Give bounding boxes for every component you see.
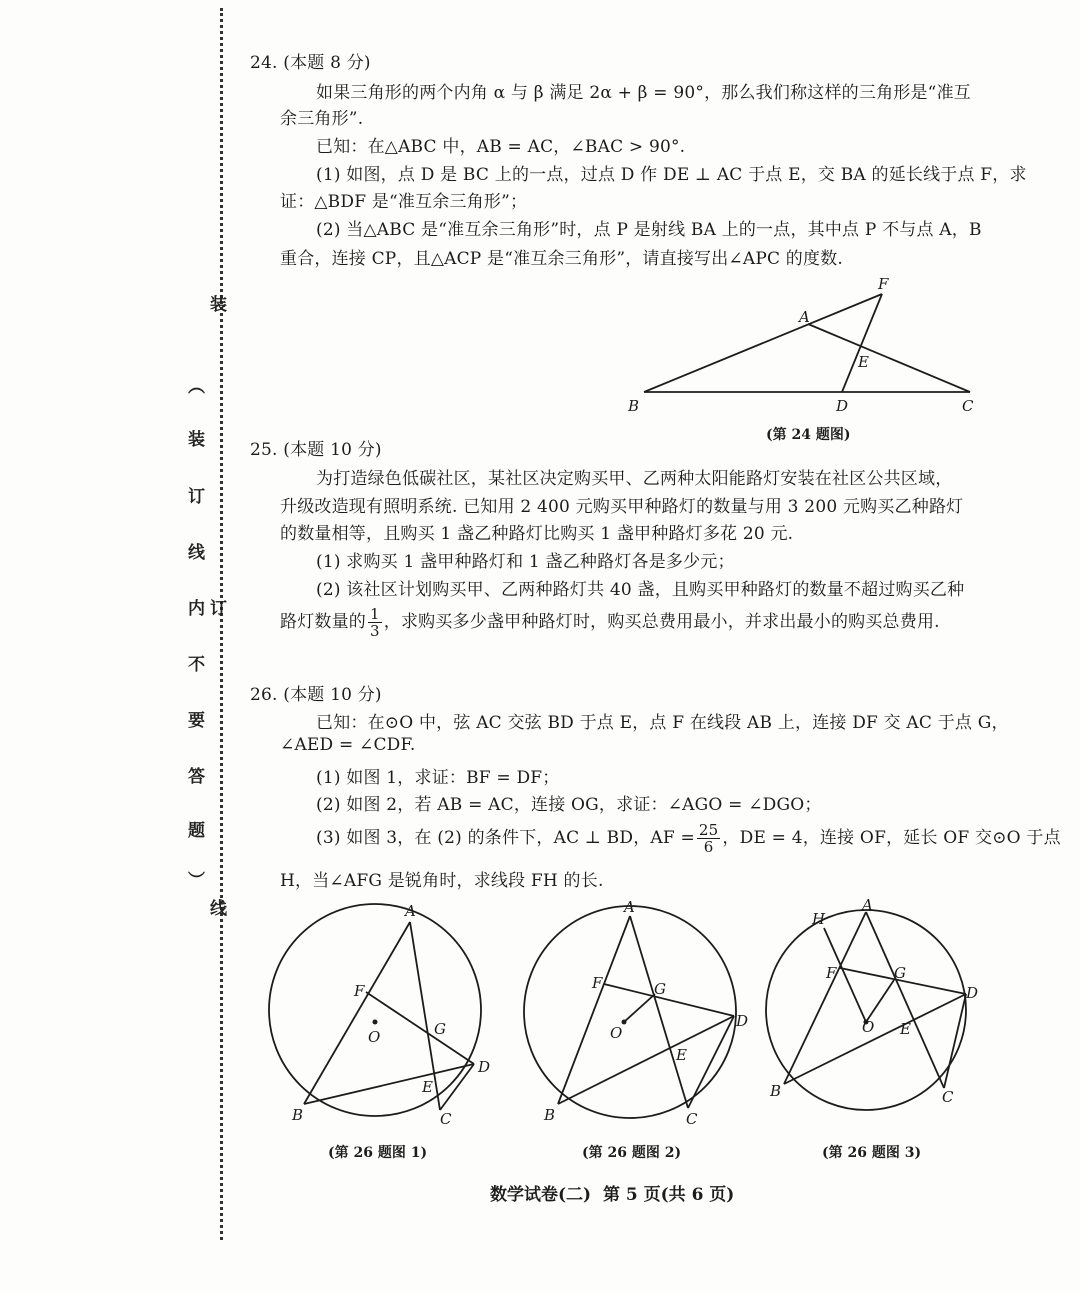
footer-subject: 数学试卷(二) — [490, 1185, 592, 1205]
q25-line-3: 的数量相等，且购买 1 盏乙种路灯比购买 1 盏甲种路灯多花 20 元. — [280, 524, 794, 544]
q26-fig1-caption: (第 26 题图 1) — [328, 1145, 428, 1161]
fig2-seg-og — [624, 994, 655, 1022]
fig2-label-a: A — [624, 898, 635, 916]
q26-part3-before: (3) 如图 3，在 (2) 的条件下，AC ⊥ BD，AF = — [316, 828, 695, 848]
q24-line-4: (1) 如图，点 D 是 BC 上的一点，过点 D 作 DE ⊥ AC 于点 E，交 BA 的延长线于点 F，求 — [316, 165, 1027, 185]
q26-figure-1 — [260, 900, 500, 1130]
q24-line-5: 证：△BDF 是“准互余三角形”； — [280, 192, 528, 212]
fig3-label-e: E — [900, 1020, 911, 1038]
q24-line-2: 余三角形”. — [280, 109, 364, 129]
margin-open-paren: ︵ — [188, 377, 205, 397]
q24-line-3: 已知：在△ABC 中，AB = AC，∠BAC > 90°. — [316, 137, 686, 157]
fig2-seg-cd — [688, 1016, 734, 1108]
fig1-label-e: E — [422, 1078, 433, 1096]
q25-fraction — [368, 606, 382, 639]
q26-line-1: 已知：在⊙O 中，弦 AC 交弦 BD 于点 E，点 F 在线段 AB 上，连接 DF 交 AC 于点 G， — [316, 713, 1009, 733]
fig1-seg-fd — [366, 992, 474, 1064]
q26-part3-after: ，DE = 4，连接 OF，延长 OF 交⊙O 于点 — [722, 828, 1061, 848]
q26-header: 26. (本题 10 分) — [250, 685, 382, 705]
q24-seg-ac — [808, 324, 970, 392]
q26-frac-num: 25 — [698, 821, 719, 839]
fig1-label-c: C — [440, 1110, 452, 1128]
fig2-seg-bd — [558, 1016, 734, 1104]
fig3-label-c: C — [942, 1088, 954, 1106]
fig1-seg-ab — [304, 922, 410, 1104]
fig1-center-dot — [373, 1020, 378, 1025]
q24-line-7: 重合，连接 CP，且△ACP 是“准互余三角形”，请直接写出∠APC 的度数. — [280, 249, 844, 269]
margin-xian-bottom: 线 — [210, 899, 227, 919]
q25-header: 25. (本题 10 分) — [250, 440, 382, 460]
q26-figure-2 — [512, 896, 752, 1128]
fig3-seg-cd — [944, 994, 966, 1088]
q25-frac-den: 3 — [370, 622, 380, 640]
fig2-label-e: E — [676, 1046, 687, 1064]
q24-figure — [620, 270, 990, 420]
q26-line-6: H，当∠AFG 是锐角时，求线段 FH 的长. — [280, 871, 604, 891]
fig2-label-d: D — [736, 1012, 749, 1030]
fig1-label-d: D — [478, 1058, 491, 1076]
q25-frac-num: 1 — [370, 605, 380, 623]
fig3-seg-ac — [866, 912, 944, 1088]
q25-line-5: (2) 该社区计划购买甲、乙两种路灯共 40 盏，且购买甲种路灯的数量不超过购买乙种 — [316, 580, 965, 600]
fig1-label-f: F — [354, 982, 365, 1000]
fig2-circle — [524, 906, 736, 1118]
q26-line-3: (1) 如图 1，求证：BF = DF； — [316, 768, 560, 788]
margin-char-8: 题 — [188, 821, 205, 841]
fig1-label-g: G — [434, 1020, 446, 1038]
q26-fraction — [697, 822, 721, 855]
fig1-label-o: O — [368, 1028, 381, 1046]
q25-line-1: 为打造绿色低碳社区，某社区决定购买甲、乙两种太阳能路灯安装在社区公共区域， — [316, 469, 953, 489]
fig3-label-a: A — [862, 896, 873, 914]
margin-close-paren: ︶ — [188, 871, 205, 891]
margin-char-3: 线 — [188, 543, 205, 563]
q26-fig2-caption: (第 26 题图 2) — [582, 1145, 682, 1161]
fig3-label-d: D — [966, 984, 979, 1002]
fig3-label-g: G — [894, 964, 906, 982]
fig3-label-h: H — [812, 910, 826, 928]
q24-label-b: B — [628, 397, 640, 415]
fig1-circle — [269, 904, 481, 1116]
fig2-seg-ab — [558, 916, 630, 1104]
q24-figure-caption: (第 24 题图) — [766, 427, 851, 443]
fig3-label-b: B — [770, 1082, 782, 1100]
q24-line-6: (2) 当△ABC 是“准互余三角形”时，点 P 是射线 BA 上的一点，其中点 P 不与点 A，B — [316, 220, 982, 240]
binding-dotted-line — [220, 8, 223, 1240]
q25-line-6-before: 路灯数量的 — [280, 612, 366, 632]
fig1-label-b: B — [292, 1106, 304, 1124]
margin-side-ding: 订 — [210, 599, 227, 619]
page-footer — [490, 1180, 734, 1205]
q24-label-e: E — [858, 353, 869, 371]
fig3-label-f: F — [826, 964, 837, 982]
q25-line-4: (1) 求购买 1 盏甲种路灯和 1 盏乙种路灯各是多少元； — [316, 552, 735, 572]
q24-header: 24. (本题 8 分) — [250, 53, 371, 73]
footer-page: 第 5 页(共 6 页) — [602, 1185, 735, 1205]
q24-seg-bf — [644, 294, 882, 392]
q25-line-6 — [280, 606, 940, 639]
q26-line-2: ∠AED = ∠CDF. — [280, 735, 416, 755]
fig2-seg-ac — [630, 916, 688, 1108]
q26-line-5 — [316, 822, 1061, 855]
q26-line-4: (2) 如图 2，若 AB = AC，连接 OG，求证：∠AGO = ∠DGO； — [316, 795, 822, 815]
margin-char-2: 订 — [188, 487, 205, 507]
fig2-seg-fd — [604, 984, 734, 1016]
fig2-label-o: O — [610, 1024, 623, 1042]
margin-char-4: 内 — [188, 599, 205, 619]
fig2-label-b: B — [544, 1106, 556, 1124]
fig3-label-o: O — [862, 1018, 875, 1036]
margin-char-1: 装 — [188, 430, 205, 450]
q24-line-1: 如果三角形的两个内角 α 与 β 满足 2α + β = 90°，那么我们称这样的三角形是“准互 — [316, 83, 971, 103]
q24-label-d: D — [836, 397, 849, 415]
q24-label-c: C — [962, 397, 974, 415]
margin-char-6: 要 — [188, 711, 205, 731]
fig3-circle — [766, 910, 966, 1110]
margin-zhuang-top: 装 — [210, 295, 227, 315]
q25-line-6-after: ，求购买多少盏甲种路灯时，购买总费用最小，并求出最小的购买总费用. — [383, 612, 940, 632]
q26-fig3-caption: (第 26 题图 3) — [822, 1145, 922, 1161]
fig2-label-f: F — [592, 974, 603, 992]
margin-char-7: 答 — [188, 767, 205, 787]
fig2-label-g: G — [654, 980, 666, 998]
fig3-seg-og — [866, 980, 894, 1022]
margin-char-5: 不 — [188, 655, 205, 675]
fig2-label-c: C — [686, 1110, 698, 1128]
q26-frac-den: 6 — [703, 838, 714, 856]
q24-label-f: F — [878, 275, 889, 293]
q26-figure-3 — [762, 896, 988, 1128]
q25-line-2: 升级改造现有照明系统. 已知用 2 400 元购买甲种路灯的数量与用 3 200 元购买乙种路灯 — [280, 497, 964, 517]
q24-label-a: A — [799, 308, 810, 326]
fig1-label-a: A — [405, 902, 416, 920]
